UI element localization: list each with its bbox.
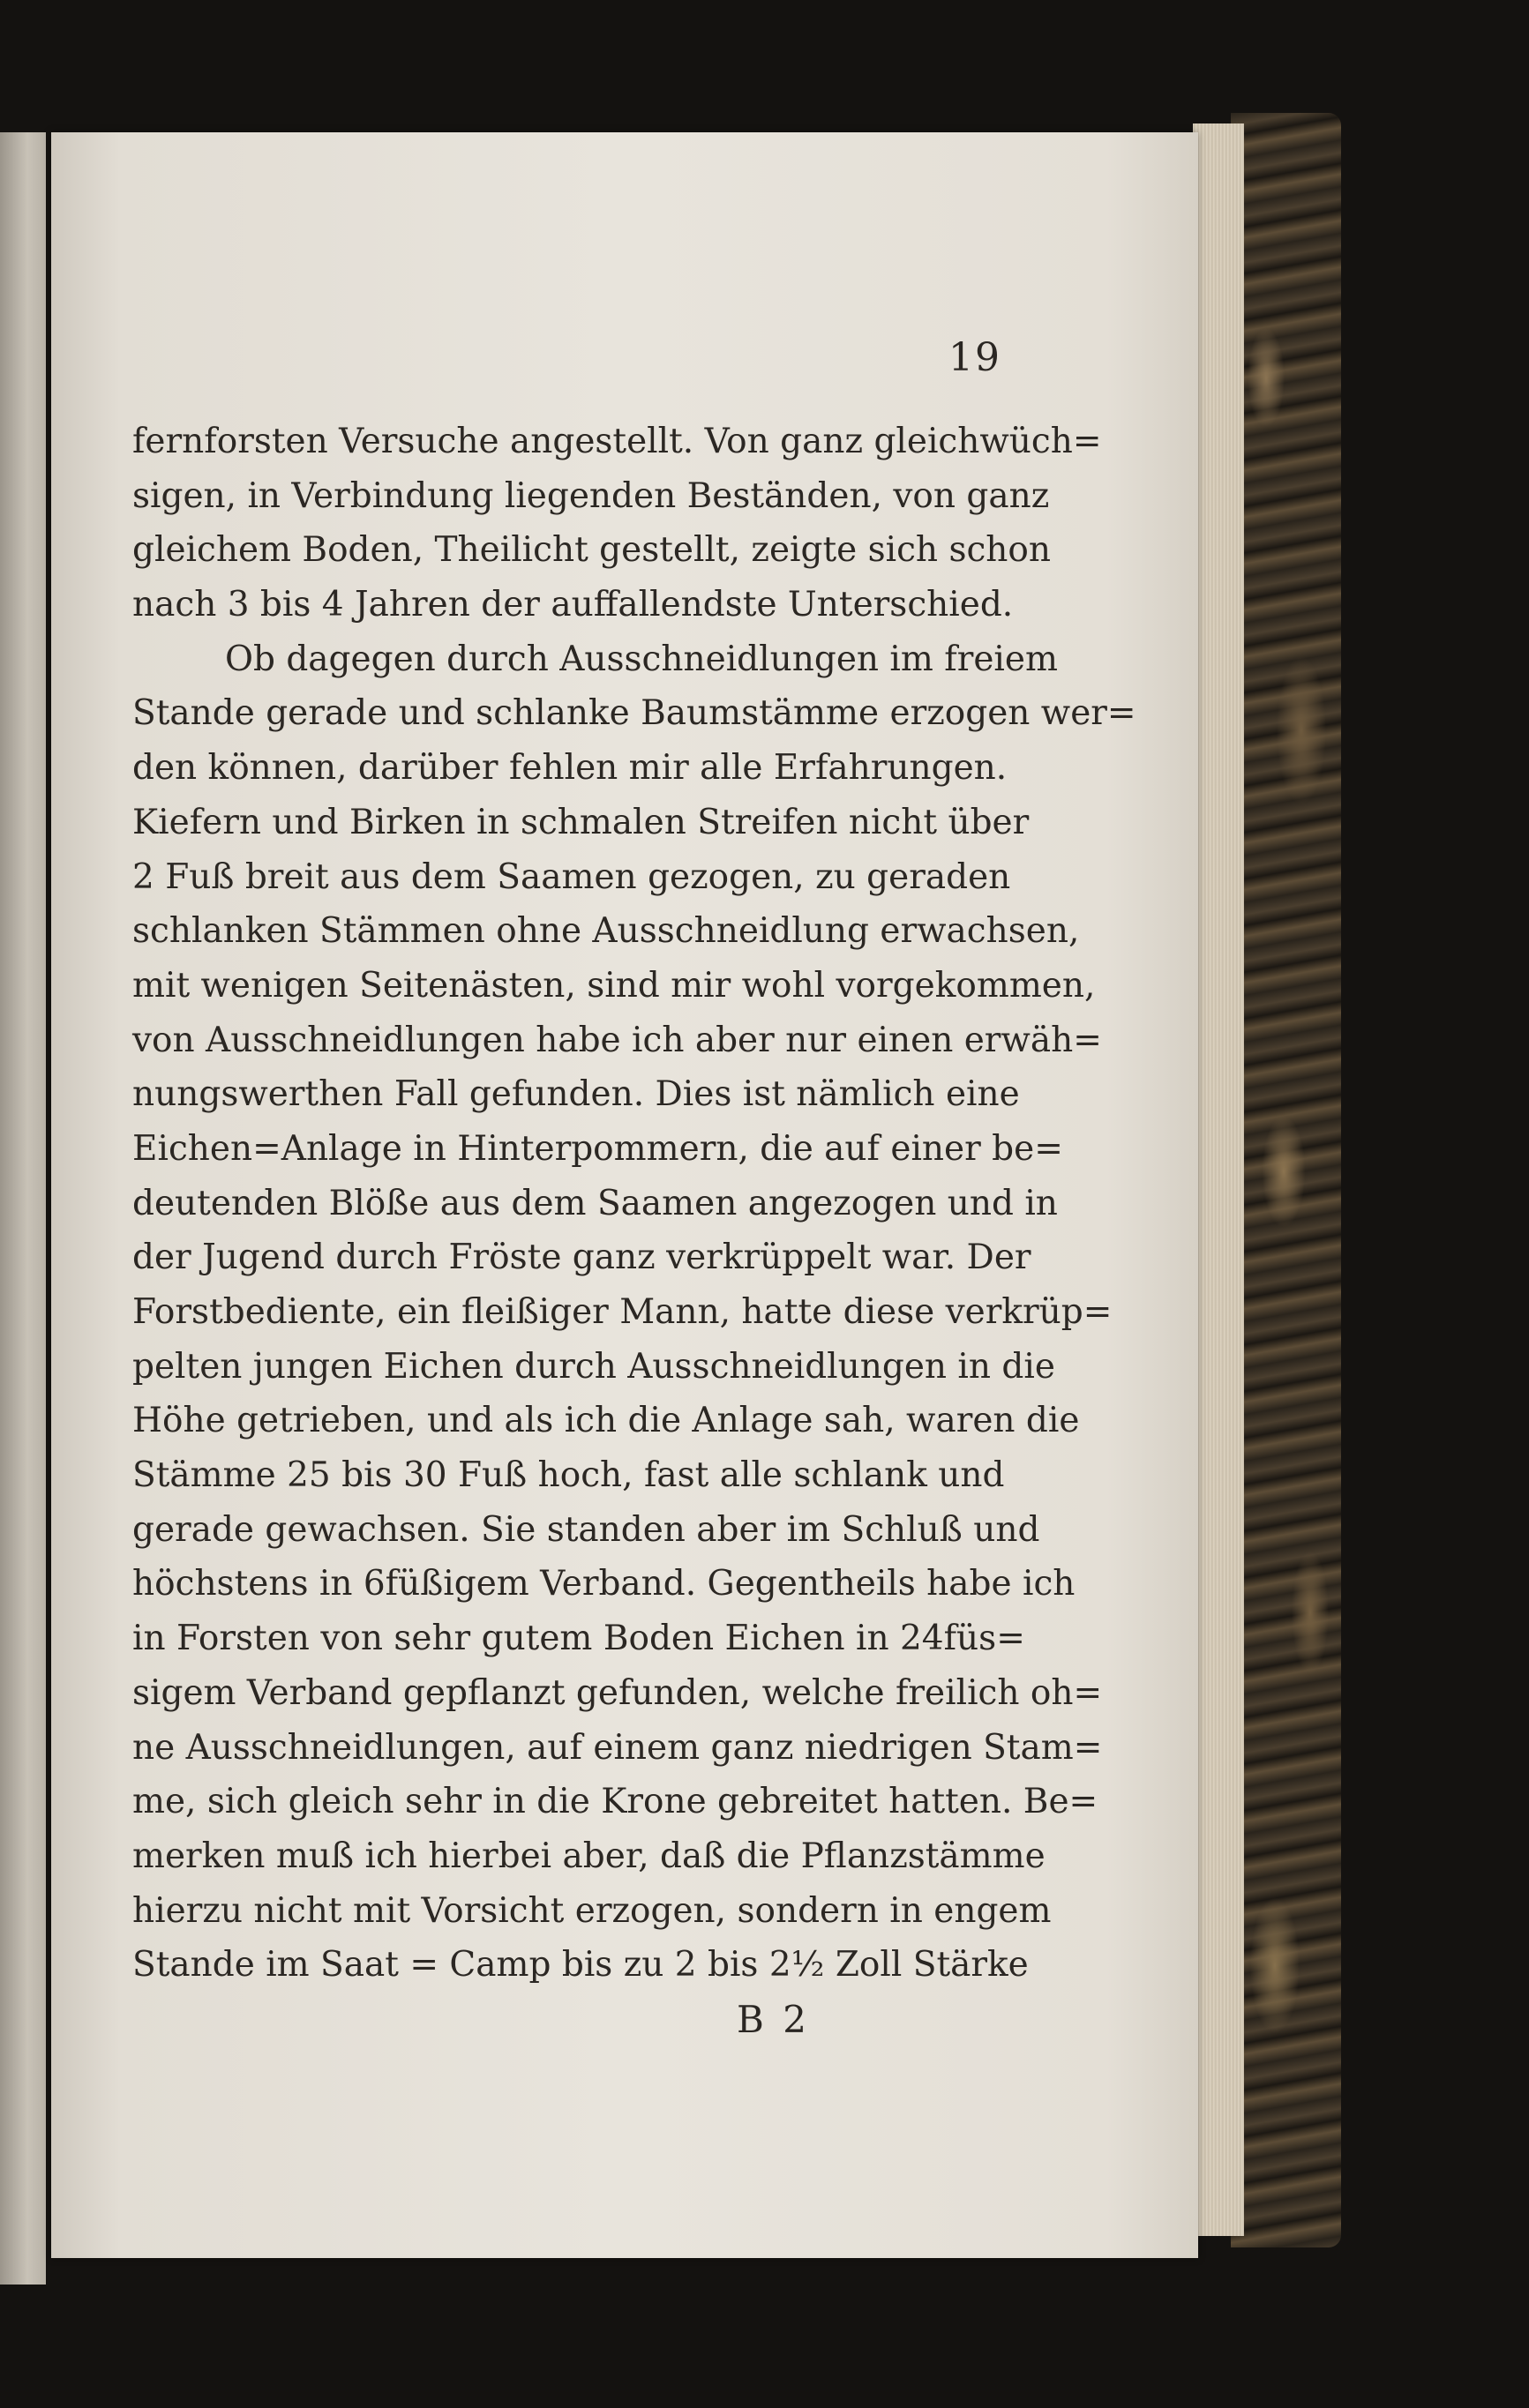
- marbled-book-cover: [1231, 113, 1341, 2247]
- text-line: me, sich gleich sehr in die Krone gebreitet hatten. Be=: [132, 1782, 1098, 1822]
- text-line: sigem Verband gepflanzt gefunden, welche freilich oh=: [132, 1672, 1103, 1713]
- text-line: pelten jungen Eichen durch Ausschneidlungen in die: [132, 1346, 1055, 1387]
- text-line: Eichen=Anlage in Hinterpommern, die auf einer be=: [132, 1128, 1063, 1169]
- body-text: [132, 415, 1136, 1993]
- text-line: sigen, in Verbindung liegenden Beständen, von ganz: [132, 475, 1050, 516]
- text-line: nach 3 bis 4 Jahren der auffallendste Unterschied.: [132, 585, 1014, 625]
- text-line: nungswerthen Fall gefunden. Dies ist nämlich eine: [132, 1074, 1020, 1115]
- text-line: den können, darüber fehlen mir alle Erfahrungen.: [132, 748, 1008, 789]
- text-line: von Ausschneidlungen habe ich aber nur einen erwäh=: [132, 1020, 1102, 1060]
- signature-mark: B 2: [737, 1998, 810, 2041]
- text-line: mit wenigen Seitenästen, sind mir wohl vorgekommen,: [132, 965, 1096, 1006]
- text-line: in Forsten von sehr gutem Boden Eichen in 24füs=: [132, 1619, 1025, 1659]
- text-line: gleichem Boden, Theilicht gestellt, zeigte sich schon: [132, 530, 1052, 571]
- text-line: fernforsten Versuche angestellt. Von ganz gleichwüch=: [132, 422, 1102, 461]
- text-line: 2 Fuß breit aus dem Saamen gezogen, zu geraden: [132, 856, 1011, 897]
- text-line: Forstbediente, ein fleißiger Mann, hatte diese verkrüp=: [132, 1292, 1113, 1332]
- paragraph-start-line: Ob dagegen durch Ausschneidlungen im freiem: [225, 639, 1058, 679]
- text-line: merken muß ich hierbei aber, daß die Pflanzstämme: [132, 1836, 1046, 1876]
- text-line: schlanken Stämmen ohne Ausschneidlung erwachsen,: [132, 911, 1080, 952]
- text-line: Stande gerade und schlanke Baumstämme erzogen wer=: [132, 693, 1136, 734]
- page-number: 19: [948, 335, 1001, 380]
- text-line: Kiefern und Birken in schmalen Streifen nicht über: [132, 802, 1030, 842]
- text-line: höchstens in 6füßigem Verband. Gegentheils habe ich: [132, 1564, 1076, 1604]
- text-line: ne Ausschneidlungen, auf einem ganz niedrigen Stam=: [132, 1727, 1103, 1768]
- text-line: der Jugend durch Fröste ganz verkrüppelt war. Der: [132, 1238, 1031, 1278]
- text-line: Stämme 25 bis 30 Fuß hoch, fast alle schlank und: [132, 1455, 1005, 1496]
- text-line: deutenden Blöße aus dem Saamen angezogen und in: [132, 1183, 1058, 1223]
- previous-page-edge: [0, 132, 46, 2285]
- text-line: Höhe getrieben, und als ich die Anlage sah, waren die: [132, 1401, 1080, 1441]
- text-line: gerade gewachsen. Sie standen aber im Schluß und: [132, 1509, 1040, 1550]
- page-block-edge: [1193, 123, 1244, 2236]
- text-line: hierzu nicht mit Vorsicht erzogen, sondern in engem: [132, 1890, 1052, 1931]
- text-line: Stande im Saat = Camp bis zu 2 bis 2½ Zoll Stärke: [132, 1945, 1029, 1985]
